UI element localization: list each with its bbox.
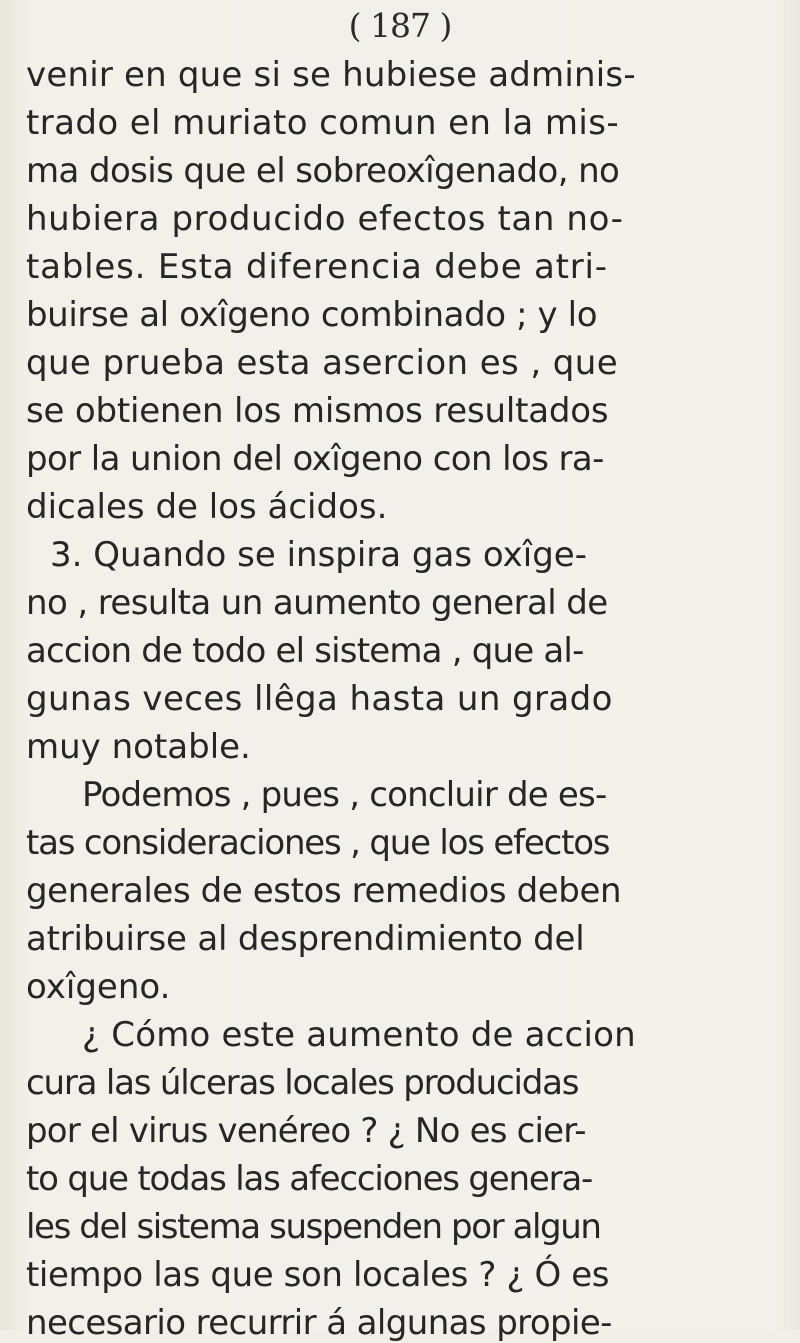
page-number: ( 187 ) bbox=[348, 6, 452, 45]
text-line: accion de todo el sistema , que al- bbox=[26, 631, 584, 671]
text-line: buirse al oxîgeno combinado ; y lo bbox=[26, 295, 598, 335]
text-line: necesario recurrir á algunas propie- bbox=[26, 1303, 612, 1343]
text-line: tables. Esta diferencia debe atri- bbox=[26, 247, 608, 287]
text-line: Podemos , pues , concluir de es- bbox=[82, 775, 607, 815]
text-line: les del sistema suspenden por algun bbox=[26, 1207, 601, 1247]
text-line: no , resulta un aumento general de bbox=[26, 583, 608, 623]
text-line: 3. Quando se inspira gas oxîge- bbox=[50, 535, 587, 575]
text-line: muy notable. bbox=[26, 727, 251, 767]
text-line: se obtienen los mismos resultados bbox=[26, 391, 609, 431]
text-line: por el virus venéreo ? ¿ No es cier- bbox=[26, 1111, 586, 1151]
text-line: trado el muriato comun en la mis- bbox=[26, 103, 620, 143]
text-line: dicales de los ácidos. bbox=[26, 487, 388, 527]
text-line: gunas veces llêga hasta un grado bbox=[26, 679, 613, 719]
text-line: ma dosis que el sobreoxîgenado, no bbox=[26, 151, 620, 191]
text-line: que prueba esta asercion es , que bbox=[26, 343, 619, 383]
text-line: venir en que si se hubiese adminis- bbox=[26, 55, 636, 95]
text-line: cura las úlceras locales producidas bbox=[26, 1063, 579, 1103]
text-line: por la union del oxîgeno con los ra- bbox=[26, 439, 604, 479]
text-line: hubiera producido efectos tan no- bbox=[26, 199, 624, 239]
text-line: oxîgeno. bbox=[26, 967, 171, 1007]
text-line: generales de estos remedios deben bbox=[26, 871, 622, 911]
text-line: to que todas las afecciones genera- bbox=[26, 1159, 593, 1199]
text-line: tas consideraciones , que los efectos bbox=[26, 823, 610, 863]
text-line: tiempo las que son locales ? ¿ Ó es bbox=[26, 1255, 610, 1295]
text-line: ¿ Cómo este aumento de accion bbox=[82, 1015, 636, 1055]
text-line: atribuirse al desprendimiento del bbox=[26, 919, 585, 959]
